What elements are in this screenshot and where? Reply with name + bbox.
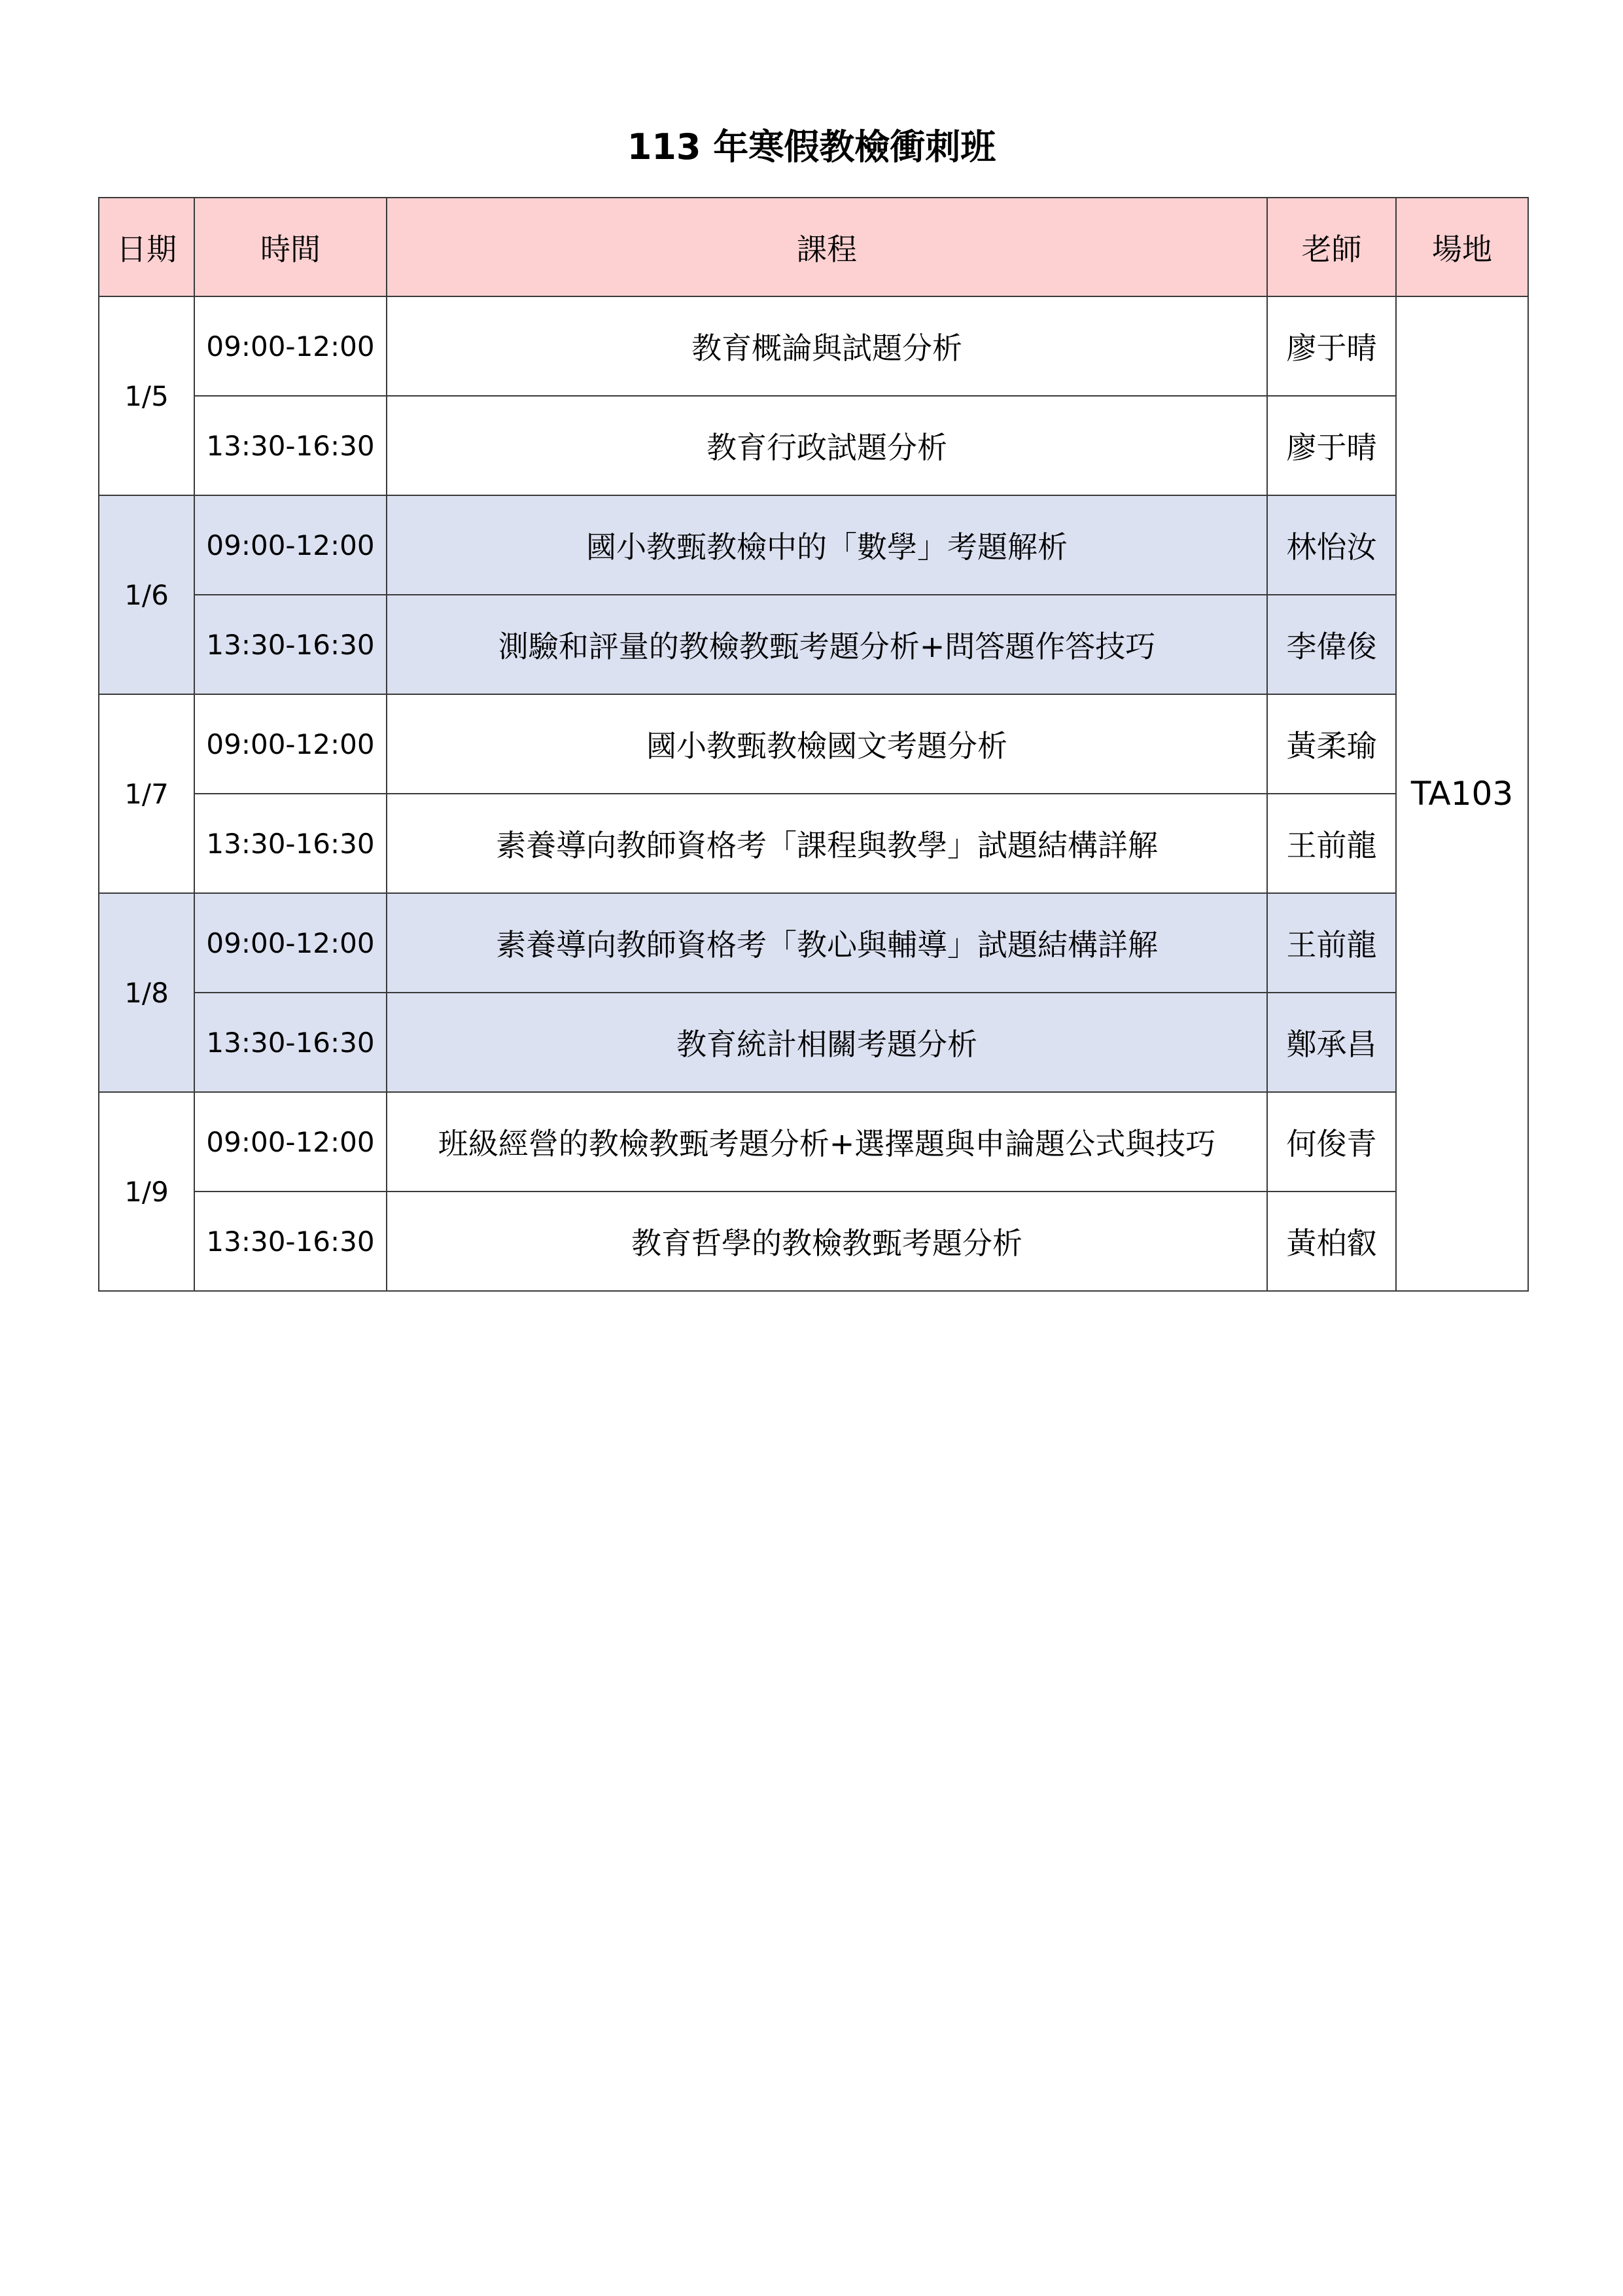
page-title: 113 年寒假教檢衝刺班 bbox=[627, 126, 996, 168]
table-row bbox=[99, 1092, 1528, 1192]
date-cell: 1/5 bbox=[99, 296, 194, 495]
table-row bbox=[99, 794, 1528, 893]
table-row bbox=[99, 495, 1528, 595]
header-teacher: 老師 bbox=[1267, 198, 1396, 296]
course-cell: 國小教甄教檢中的「數學」考題解析 bbox=[387, 495, 1267, 595]
course-cell: 教育行政試題分析 bbox=[387, 396, 1267, 495]
teacher-cell: 李偉俊 bbox=[1267, 595, 1396, 694]
table-row bbox=[99, 694, 1528, 794]
time-cell: 13:30-16:30 bbox=[194, 396, 387, 495]
table-row bbox=[99, 595, 1528, 694]
teacher-cell: 何俊青 bbox=[1267, 1092, 1396, 1192]
table-row bbox=[99, 993, 1528, 1092]
course-cell: 班級經營的教檢教甄考題分析+選擇題與申論題公式與技巧 bbox=[387, 1092, 1267, 1192]
course-cell: 素養導向教師資格考「教心與輔導」試題結構詳解 bbox=[387, 893, 1267, 993]
course-cell: 國小教甄教檢國文考題分析 bbox=[387, 694, 1267, 794]
header-course: 課程 bbox=[387, 198, 1267, 296]
time-cell: 09:00-12:00 bbox=[194, 694, 387, 794]
header-row bbox=[99, 198, 1528, 296]
schedule-table bbox=[98, 197, 1529, 1292]
course-cell: 素養導向教師資格考「課程與教學」試題結構詳解 bbox=[387, 794, 1267, 893]
date-cell: 1/6 bbox=[99, 495, 194, 694]
table-row bbox=[99, 396, 1528, 495]
teacher-cell: 廖于晴 bbox=[1267, 296, 1396, 396]
time-cell: 13:30-16:30 bbox=[194, 1192, 387, 1291]
date-cell: 1/8 bbox=[99, 893, 194, 1092]
teacher-cell: 林怡汝 bbox=[1267, 495, 1396, 595]
teacher-cell: 王前龍 bbox=[1267, 794, 1396, 893]
time-cell: 09:00-12:00 bbox=[194, 1092, 387, 1192]
course-cell: 測驗和評量的教檢教甄考題分析+問答題作答技巧 bbox=[387, 595, 1267, 694]
teacher-cell: 黃柏叡 bbox=[1267, 1192, 1396, 1291]
teacher-cell: 廖于晴 bbox=[1267, 396, 1396, 495]
course-cell: 教育統計相關考題分析 bbox=[387, 993, 1267, 1092]
time-cell: 09:00-12:00 bbox=[194, 495, 387, 595]
date-cell: 1/9 bbox=[99, 1092, 194, 1291]
time-cell: 13:30-16:30 bbox=[194, 794, 387, 893]
course-cell: 教育哲學的教檢教甄考題分析 bbox=[387, 1192, 1267, 1291]
teacher-cell: 鄭承昌 bbox=[1267, 993, 1396, 1092]
date-cell: 1/7 bbox=[99, 694, 194, 893]
time-cell: 13:30-16:30 bbox=[194, 993, 387, 1092]
teacher-cell: 黃柔瑜 bbox=[1267, 694, 1396, 794]
table-row bbox=[99, 1192, 1528, 1291]
header-date: 日期 bbox=[99, 198, 194, 296]
time-cell: 09:00-12:00 bbox=[194, 893, 387, 993]
table-row bbox=[99, 296, 1528, 396]
table-row bbox=[99, 893, 1528, 993]
time-cell: 13:30-16:30 bbox=[194, 595, 387, 694]
venue-cell: TA103 bbox=[1396, 296, 1528, 1291]
header-venue: 場地 bbox=[1396, 198, 1528, 296]
header-time: 時間 bbox=[194, 198, 387, 296]
time-cell: 09:00-12:00 bbox=[194, 296, 387, 396]
teacher-cell: 王前龍 bbox=[1267, 893, 1396, 993]
course-cell: 教育概論與試題分析 bbox=[387, 296, 1267, 396]
